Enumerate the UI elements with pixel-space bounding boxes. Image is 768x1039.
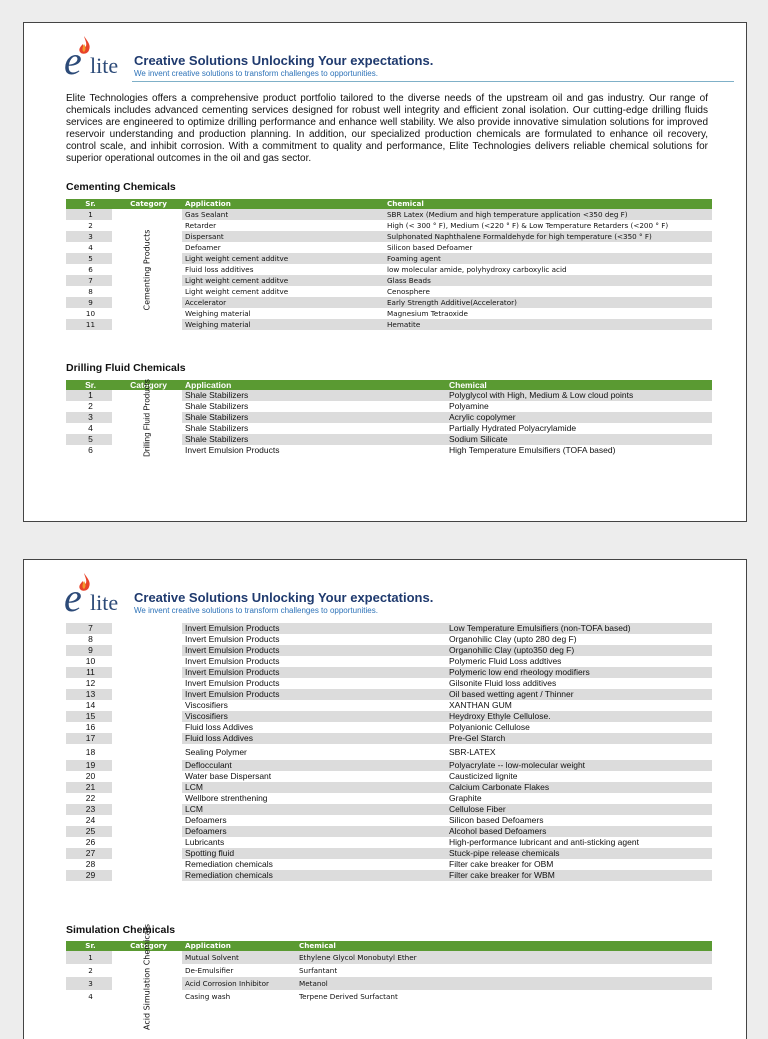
cell-chemical: Organohilic Clay (upto350 deg F) [446,645,712,656]
col-header-chemical: Chemical [296,941,712,951]
cell-application: Viscosifiers [185,700,228,710]
cell-application: Defoamer [185,243,221,252]
cell-sr: 10 [85,309,96,318]
cell-chemical: Cellulose Fiber [446,804,712,815]
cell-sr: 3 [66,231,112,242]
cell-chemical: Sodium Silicate [446,434,712,445]
cell-chemical: Surfantant [299,966,338,975]
table-row [66,390,712,401]
col-header-application: Application [182,380,446,390]
cell-application: Shale Stabilizers [185,401,249,411]
cell-chemical: SBR-LATEX [449,746,496,757]
cell-application: Fluid loss Addives [185,722,254,732]
cell-application: Shale Stabilizers [182,434,446,445]
cell-chemical: Sulphonated Naphthalene Formaldehyde for high temperature (<350 ° F) [384,231,712,242]
table-row [66,623,712,634]
page-header [64,572,714,620]
drilling-table-continued [66,623,712,881]
col-header-category: Category [112,380,182,390]
cell-sr: 28 [85,859,96,869]
cell-sr: 27 [66,848,112,859]
header-divider [132,81,734,82]
cementing-table [66,199,712,330]
cell-application: Deflocculant [182,760,446,771]
elite-logo: e lite [64,572,128,616]
header-tagline: Creative Solutions Unlocking Your expectations. [134,590,434,605]
header-tagline: Creative Solutions Unlocking Your expectations. [134,53,434,68]
cell-sr: 20 [85,771,96,781]
header-subtagline: We invent creative solutions to transform challenges to opportunities. [134,606,378,615]
simulation-table [66,923,712,1031]
cell-application: Light weight cement additve [182,275,384,286]
col-header-category: Category [112,941,182,951]
cell-application: Casing wash [185,992,231,1001]
cell-application: Shale Stabilizers [185,423,249,433]
cell-chemical: Glass Beads [384,275,712,286]
cell-chemical: Alcohol based Defoamers [446,826,712,837]
cell-application: Light weight cement additve [185,287,289,296]
cell-sr: 6 [88,265,93,274]
cell-chemical: Stuck-pipe release chemicals [446,848,712,859]
document-page-1 [23,22,747,522]
cell-application: Weighing material [182,319,384,330]
cell-application: Gas Sealant [182,209,384,220]
cell-application: Mutual Solvent [182,951,296,964]
cell-sr: 23 [66,804,112,815]
cell-chemical: Polymeric low end rheology modifiers [446,667,712,678]
cell-chemical: low molecular amide, polyhydroxy carboxylic acid [387,265,567,274]
cell-chemical: Pre-Gel Starch [446,733,712,744]
cell-chemical: High-performance lubricant and anti-sticking agent [449,837,639,847]
cell-chemical: Calcium Carbonate Flakes [446,782,712,793]
cell-chemical: Early Strength Additive(Accelerator) [384,297,712,308]
cell-sr: 3 [66,977,112,990]
cell-sr: 2 [88,401,93,411]
cell-application: Weighing material [185,309,251,318]
category-label: Acid Simulation Chemicals [142,923,152,1031]
cell-chemical: SBR Latex (Medium and high temperature application <350 deg F) [384,209,712,220]
table-row [66,209,712,220]
cell-sr: 1 [66,209,112,220]
cell-application: Invert Emulsion Products [185,634,280,644]
cell-chemical: Magnesium Tetraoxide [387,309,468,318]
table-row [66,445,712,456]
cell-sr: 18 [85,746,96,757]
cell-sr: 16 [85,722,96,732]
cell-sr: 3 [66,412,112,423]
cell-application: Remediation chemicals [182,870,446,881]
document-page-2 [23,559,747,1039]
cell-chemical: Polyacrylate -- low-molecular weight [446,760,712,771]
cell-chemical: Graphite [449,793,482,803]
cell-sr: 4 [88,423,93,433]
cell-chemical: Acrylic copolymer [446,412,712,423]
col-header-sr: Sr. [66,941,112,951]
cell-sr: 19 [66,760,112,771]
intro-paragraph: Elite Technologies offers a comprehensive product portfolio tailored to the diverse needs of the upstream oil and gas industry. Our range of chemicals includes advanced cementing services designed for robust well integrity and efficient zonal isolation. Our cutting-edge drilling fluids services are engineered to optimize drilling performance and enhance well stability. We also provide innovative simulation solutions for improved reservoir understanding and production planning. In addition, our specialized production chemicals are formulated to enhance oil recovery, control scale, and inhibit corrosion. With a commitment to quality and performance, Elite Technologies delivers reliable chemical solutions for superior operational outcomes in the oil and gas sector. [66,93,708,164]
cell-sr: 24 [85,815,96,825]
cell-chemical: XANTHAN GUM [449,700,512,710]
table-header-row [66,380,712,390]
cell-sr: 12 [85,678,96,688]
cell-sr: 11 [66,667,112,678]
drilling-heading: Drilling Fluid Chemicals [66,362,186,374]
cell-sr: 2 [88,966,93,975]
cell-chemical: Metanol [296,977,712,990]
category-label: Cementing Products [142,229,152,310]
cell-sr: 2 [88,221,93,230]
table-row [66,951,712,964]
col-header-category: Category [112,199,182,209]
cell-application: Acid Corrosion Inhibitor [182,977,296,990]
cell-sr: 22 [85,793,96,803]
cell-sr: 5 [66,434,112,445]
col-header-chemical: Chemical [384,199,712,209]
elite-logo: e lite [64,35,128,79]
cell-application: Accelerator [182,297,384,308]
cell-chemical: Gilsonite Fluid loss additives [449,678,557,688]
cell-sr: 13 [66,689,112,700]
cell-application: Invert Emulsion Products [185,678,280,688]
cell-application: Shale Stabilizers [182,412,446,423]
cell-application: Fluid loss additives [185,265,254,274]
cell-chemical: Polyanionic Cellulose [449,722,530,732]
cell-chemical: Causticized lignite [449,771,518,781]
cell-application: Invert Emulsion Products [185,656,280,666]
cell-application: Shale Stabilizers [182,390,446,401]
cell-sr: 21 [66,782,112,793]
cell-application: Retarder [185,221,217,230]
cell-chemical: Filter cake breaker for WBM [446,870,712,881]
cell-sr: 7 [66,623,112,634]
cell-application: LCM [182,782,446,793]
cell-application: Water base Dispersant [185,771,272,781]
cell-sr: 25 [66,826,112,837]
cell-application: Wellbore strenthening [185,793,268,803]
cell-chemical: High Temperature Emulsifiers (TOFA based) [449,445,616,455]
cell-application: Invert Emulsion Products [182,645,446,656]
cell-chemical: Polyglycol with High, Medium & Low cloud points [446,390,712,401]
cell-sr: 11 [66,319,112,330]
cell-sr: 9 [66,645,112,656]
col-header-application: Application [182,199,384,209]
cell-chemical: Silicon based Defoamer [387,243,473,252]
cell-sr: 29 [66,870,112,881]
cell-application: Invert Emulsion Products [185,445,280,455]
col-header-sr: Sr. [66,199,112,209]
cell-chemical: Foaming agent [384,253,712,264]
cell-sr: 1 [66,951,112,964]
cell-application: Defoamers [182,826,446,837]
cell-application: Invert Emulsion Products [182,623,446,634]
col-header-application: Application [182,941,296,951]
cell-application: Viscosifiers [182,711,446,722]
cell-sr: 4 [88,243,93,252]
cell-application: Sealing Polymer [185,746,247,757]
cell-chemical: Ethylene Glycol Monobutyl Ether [296,951,712,964]
category-cell [112,623,182,881]
cell-application: Dispersant [182,231,384,242]
cell-chemical: Low Temperature Emulsifiers (non-TOFA based) [446,623,712,634]
cell-sr: 17 [66,733,112,744]
cell-chemical: High (< 300 ° F), Medium (<220 ° F) & Low Temperature Retarders (<200 ° F) [387,221,669,230]
col-header-sr: Sr. [66,380,112,390]
drilling-table [66,380,712,456]
cell-application: Remediation chemicals [185,859,273,869]
cell-chemical: Terpene Derived Surfactant [299,992,398,1001]
cell-chemical: Polyamine [449,401,489,411]
cell-sr: 15 [66,711,112,722]
cell-application: Lubricants [185,837,225,847]
category-label: Drilling Fluid Products [142,378,152,457]
cell-sr: 26 [85,837,96,847]
cell-chemical: Polymeric Fluid Loss addtives [449,656,562,666]
cell-chemical: Hematite [384,319,712,330]
header-subtagline: We invent creative solutions to transform challenges to opportunities. [134,69,378,78]
cementing-heading: Cementing Chemicals [66,181,176,193]
cell-sr: 5 [66,253,112,264]
category-cell [112,209,182,330]
cell-chemical: Partially Hydrated Polyacrylamide [449,423,577,433]
cell-chemical: Silicon based Defoamers [449,815,544,825]
cell-application: Fluid loss Addives [182,733,446,744]
cell-chemical: Oil based wetting agent / Thinner [446,689,712,700]
cell-sr: 10 [85,656,96,666]
cell-chemical: Heydroxy Ethyle Cellulose. [446,711,712,722]
col-header-chemical: Chemical [446,380,712,390]
cell-sr: 1 [66,390,112,401]
cell-chemical: Organohilic Clay (upto 280 deg F) [449,634,577,644]
cell-sr: 8 [88,634,93,644]
cell-sr: 14 [85,700,96,710]
cell-application: Defoamers [185,815,227,825]
cell-sr: 8 [88,287,93,296]
cell-sr: 6 [88,445,93,455]
cell-application: Light weight cement additve [182,253,384,264]
table-header-row [66,941,712,951]
simulation-heading: Simulation Chemicals [66,924,176,936]
cell-application: Spotting fluid [182,848,446,859]
cell-application: LCM [182,804,446,815]
cell-chemical: Filter cake breaker for OBM [449,859,554,869]
cell-sr: 4 [88,992,93,1001]
cell-chemical: Cenosphere [387,287,430,296]
cell-application: Invert Emulsion Products [182,689,446,700]
cell-sr: 7 [66,275,112,286]
cell-application: De-Emulsifier [185,966,234,975]
cell-application: Invert Emulsion Products [182,667,446,678]
table-header-row [66,199,712,209]
page-header [64,35,714,83]
cell-sr: 9 [66,297,112,308]
